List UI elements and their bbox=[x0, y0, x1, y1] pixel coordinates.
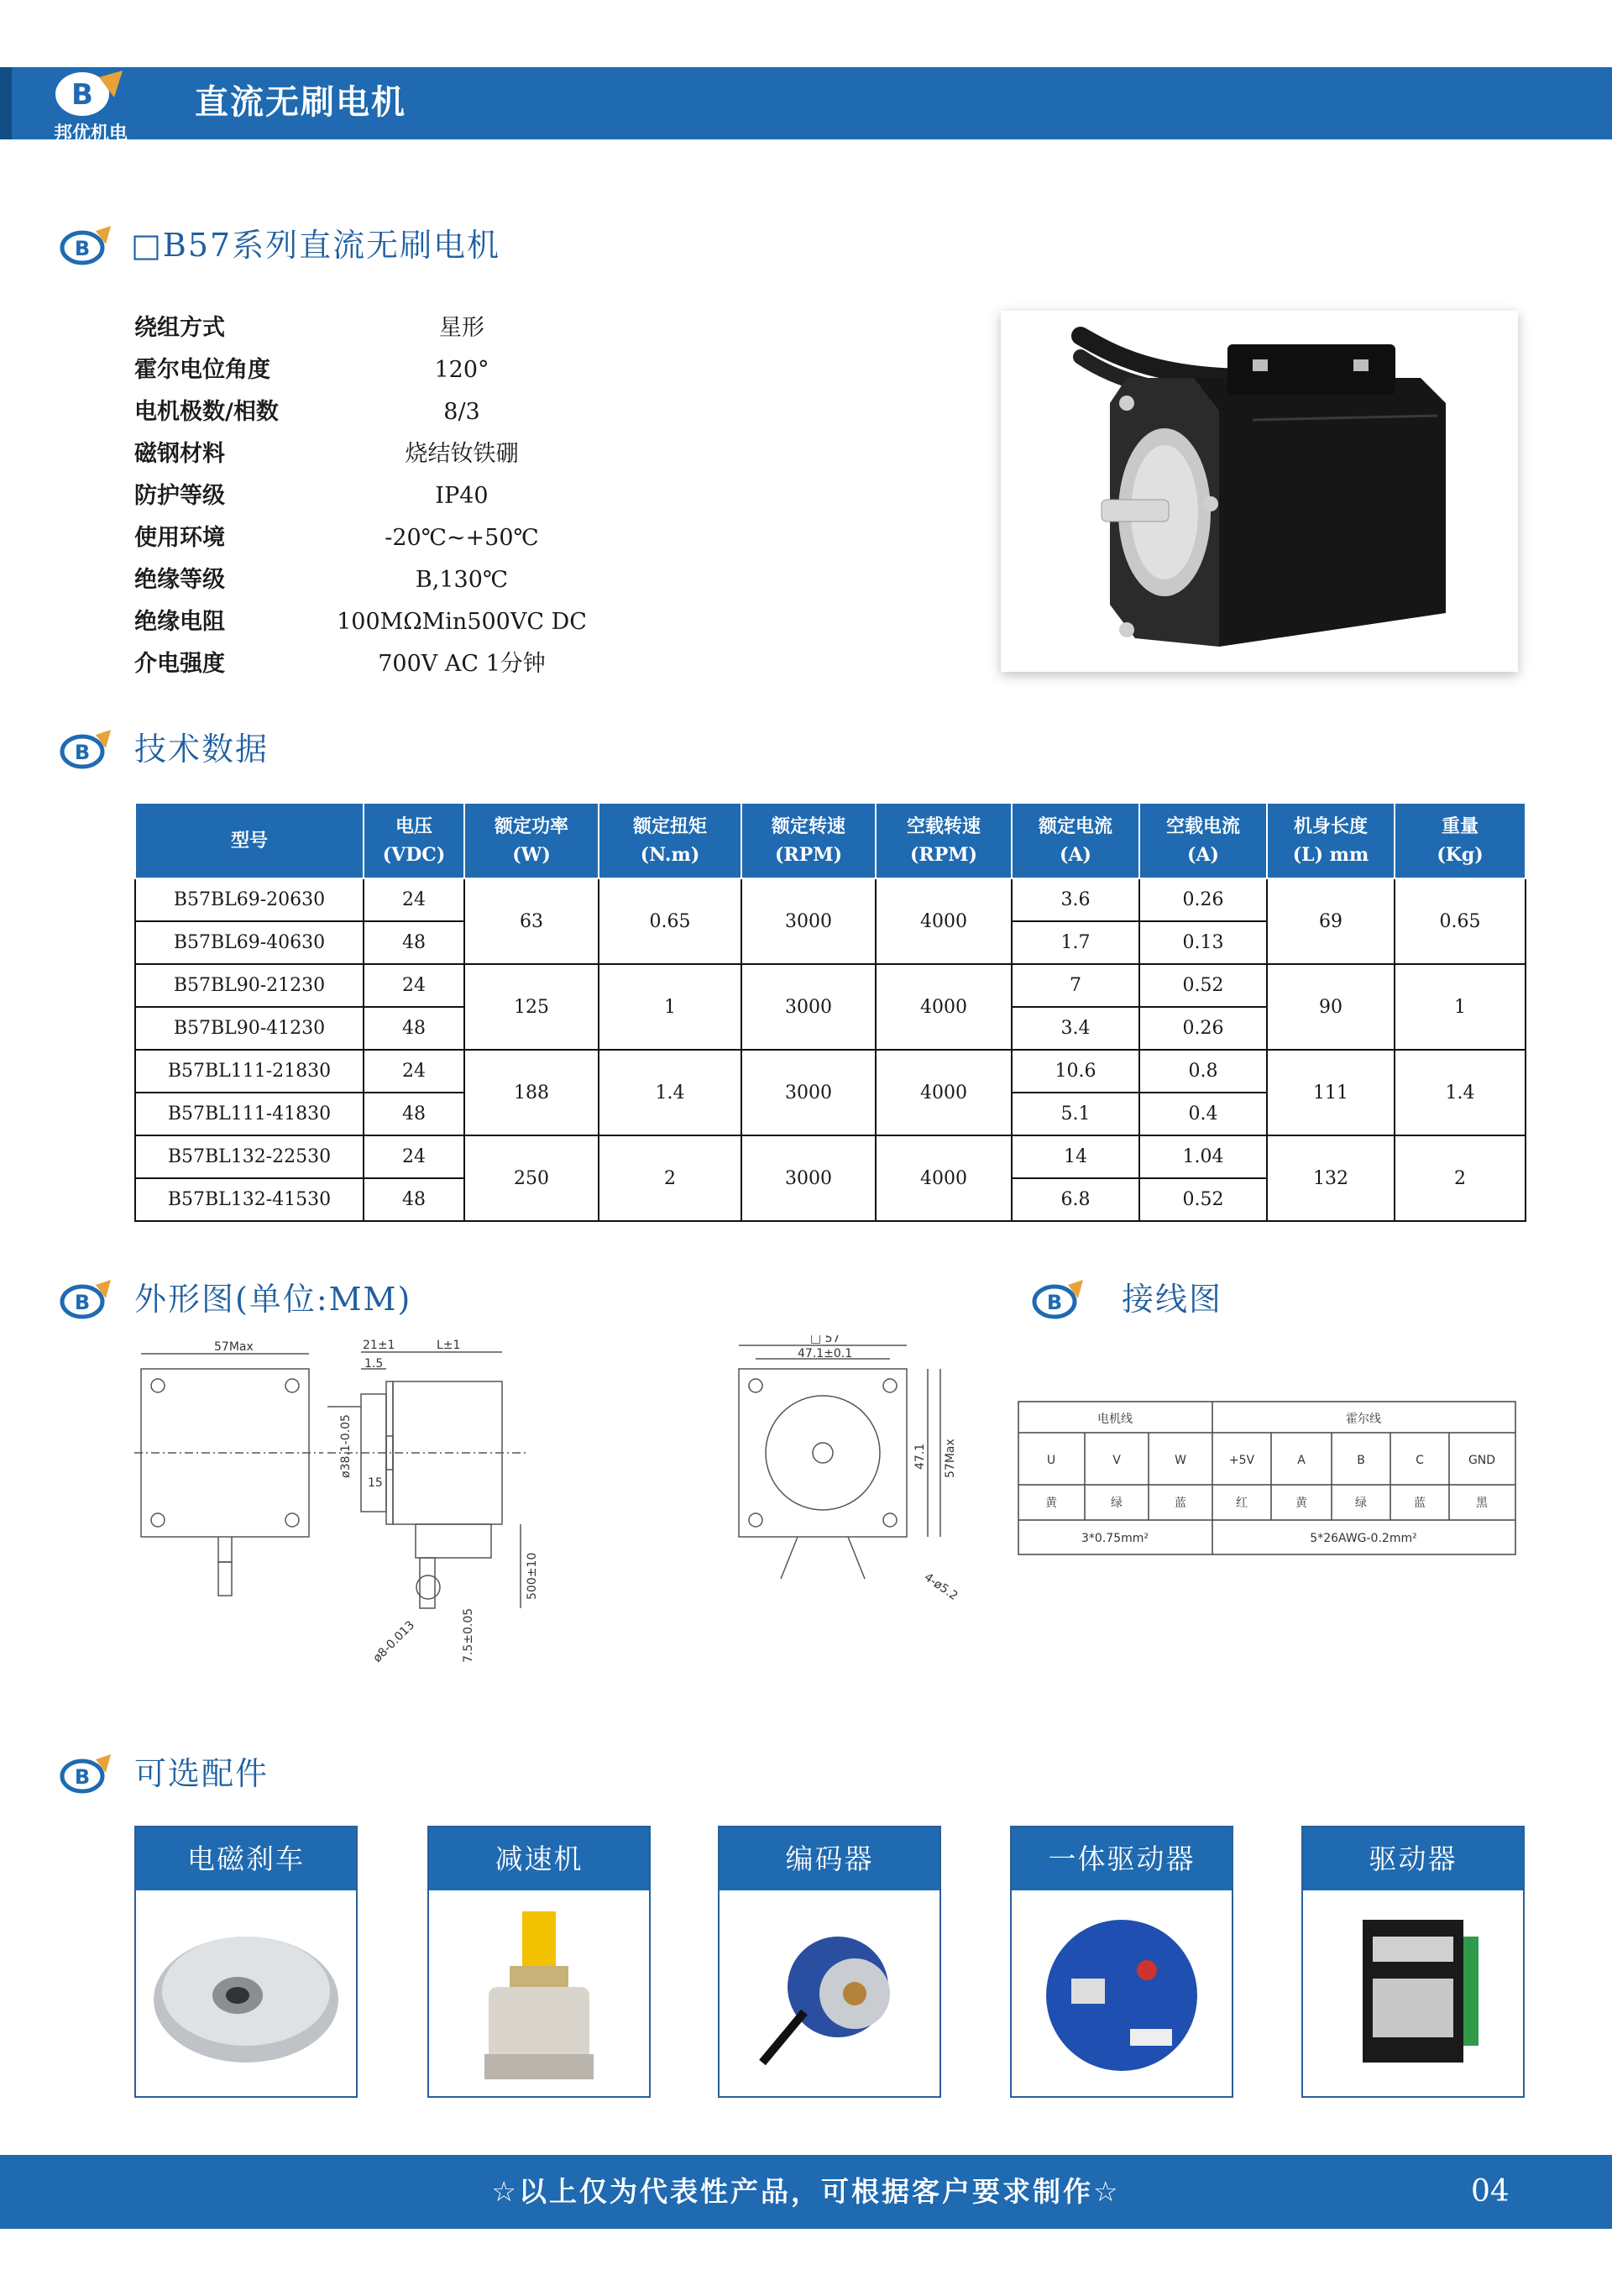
section-logo-icon bbox=[59, 726, 113, 772]
header-accent-stripe bbox=[0, 67, 12, 139]
dim-shaft-dia: ø8-0.013 bbox=[370, 1618, 418, 1665]
table-row bbox=[135, 964, 1526, 1007]
svg-text:B: B bbox=[74, 741, 91, 764]
spec-row bbox=[134, 517, 604, 559]
svg-text:B: B bbox=[71, 78, 93, 112]
spec-label: 使用环境 bbox=[134, 525, 225, 551]
cell-torque: 2 bbox=[599, 1135, 741, 1221]
section-logo-icon bbox=[1031, 1276, 1085, 1322]
accessory-label: 驱动器 bbox=[1303, 1827, 1523, 1890]
cell-rated-speed: 3000 bbox=[741, 1050, 876, 1135]
wiring-pin: C bbox=[1416, 1454, 1424, 1467]
section-title-accessories: 可选配件 bbox=[134, 1755, 270, 1792]
spec-row bbox=[134, 433, 604, 475]
cell-weight: 1 bbox=[1395, 964, 1526, 1050]
table-row bbox=[135, 878, 1526, 921]
cell-noload-current: 0.52 bbox=[1139, 1178, 1267, 1221]
spec-value: 烧结钕铁硼 bbox=[405, 441, 519, 467]
cell-torque: 0.65 bbox=[599, 878, 741, 964]
cell-noload-speed: 4000 bbox=[876, 1135, 1012, 1221]
cell-rated-current: 6.8 bbox=[1012, 1178, 1139, 1221]
integrated-driver-image bbox=[1021, 1903, 1222, 2086]
svg-text:B: B bbox=[74, 1765, 91, 1789]
wiring-color: 绿 bbox=[1355, 1497, 1367, 1510]
spec-value: 100MΩMin500VC DC bbox=[337, 609, 587, 635]
cell-rated-current: 3.6 bbox=[1012, 878, 1139, 921]
cell-rated-current: 14 bbox=[1012, 1135, 1139, 1178]
spec-value: 120° bbox=[434, 357, 489, 383]
dim-pilot: ø38.1-0.05 bbox=[339, 1414, 353, 1478]
spec-label: 绝缘电阻 bbox=[134, 609, 225, 635]
accessory-card-brake bbox=[134, 1826, 358, 2098]
cell-rated-speed: 3000 bbox=[741, 964, 876, 1050]
cell-model: B57BL90-21230 bbox=[135, 964, 364, 1007]
page-header-title: 直流无刷电机 bbox=[195, 83, 406, 122]
tech-data-table bbox=[134, 802, 1526, 1222]
cell-voltage: 48 bbox=[364, 921, 464, 964]
cell-rated-speed: 3000 bbox=[741, 1135, 876, 1221]
encoder-image bbox=[729, 1903, 930, 2086]
spec-label: 绕组方式 bbox=[134, 315, 225, 341]
cell-weight: 2 bbox=[1395, 1135, 1526, 1221]
spec-row bbox=[134, 559, 604, 601]
wiring-diagram bbox=[1018, 1401, 1516, 1555]
spec-value: IP40 bbox=[435, 483, 489, 509]
cell-length: 69 bbox=[1267, 878, 1395, 964]
wiring-pin: A bbox=[1297, 1454, 1306, 1467]
table-row bbox=[135, 1050, 1526, 1093]
cell-noload-current: 0.4 bbox=[1139, 1093, 1267, 1135]
dim-step: 1.5 bbox=[364, 1357, 384, 1371]
cell-noload-current: 0.13 bbox=[1139, 921, 1267, 964]
cell-model: B57BL69-20630 bbox=[135, 878, 364, 921]
spec-row bbox=[134, 601, 604, 643]
spec-label: 绝缘等级 bbox=[134, 567, 225, 593]
footer-note: ☆以上仅为代表性产品，可根据客户要求制作☆ bbox=[491, 2175, 1121, 2208]
wiring-pin: V bbox=[1112, 1454, 1121, 1467]
cell-length: 111 bbox=[1267, 1050, 1395, 1135]
cell-torque: 1 bbox=[599, 964, 741, 1050]
spec-value: 星形 bbox=[439, 315, 484, 341]
cell-model: B57BL111-21830 bbox=[135, 1050, 364, 1093]
spec-row bbox=[134, 349, 604, 391]
driver-image bbox=[1312, 1903, 1514, 2086]
column-header-torque: 额定扭矩 (N.m) bbox=[599, 803, 741, 878]
accessory-label: 编码器 bbox=[720, 1827, 939, 1890]
section-logo-icon bbox=[59, 1276, 113, 1322]
cell-noload-speed: 4000 bbox=[876, 878, 1012, 964]
accessory-card-driver bbox=[1301, 1826, 1525, 2098]
section-title-series: □B57系列直流无刷电机 bbox=[131, 227, 501, 264]
accessory-label: 一体驱动器 bbox=[1012, 1827, 1232, 1890]
cell-model: B57BL132-41530 bbox=[135, 1178, 364, 1221]
logo-text: 邦优机电 bbox=[53, 123, 128, 144]
wiring-color: 黄 bbox=[1045, 1497, 1057, 1510]
cell-voltage: 24 bbox=[364, 964, 464, 1007]
wiring-color: 红 bbox=[1236, 1497, 1248, 1510]
column-header-noload-current: 空载电流 (A) bbox=[1139, 803, 1267, 878]
spec-row bbox=[134, 643, 604, 685]
wiring-pin: U bbox=[1046, 1454, 1056, 1467]
column-header-weight: 重量 (Kg) bbox=[1395, 803, 1526, 878]
cell-rated-current: 7 bbox=[1012, 964, 1139, 1007]
spec-value: 8/3 bbox=[443, 399, 480, 425]
cell-power: 63 bbox=[464, 878, 599, 964]
cell-length: 132 bbox=[1267, 1135, 1395, 1221]
cell-noload-current: 0.26 bbox=[1139, 878, 1267, 921]
cell-weight: 1.4 bbox=[1395, 1050, 1526, 1135]
spec-row bbox=[134, 391, 604, 433]
wiring-pin: B bbox=[1357, 1454, 1365, 1467]
svg-text:B: B bbox=[74, 237, 91, 260]
wiring-color: 黑 bbox=[1476, 1497, 1488, 1510]
cell-model: B57BL132-22530 bbox=[135, 1135, 364, 1178]
cell-power: 250 bbox=[464, 1135, 599, 1221]
section-title-tech-data: 技术数据 bbox=[134, 731, 270, 768]
section-title-outline: 外形图(单位:MM) bbox=[134, 1281, 412, 1318]
wiring-group-hall: 霍尔线 bbox=[1346, 1413, 1381, 1426]
dim-body-length: L±1 bbox=[437, 1339, 461, 1352]
cell-noload-speed: 4000 bbox=[876, 1050, 1012, 1135]
cell-torque: 1.4 bbox=[599, 1050, 741, 1135]
cell-length: 90 bbox=[1267, 964, 1395, 1050]
cell-voltage: 24 bbox=[364, 878, 464, 921]
cell-model: B57BL90-41230 bbox=[135, 1007, 364, 1050]
column-header-rated-speed: 额定转速 (RPM) bbox=[741, 803, 876, 878]
spec-row bbox=[134, 307, 604, 349]
company-logo bbox=[40, 60, 149, 144]
section-logo-icon bbox=[59, 223, 113, 268]
spec-label: 磁钢材料 bbox=[134, 441, 225, 467]
cell-power: 188 bbox=[464, 1050, 599, 1135]
section-title-wiring: 接线图 bbox=[1122, 1281, 1223, 1318]
column-header-noload-speed: 空载转速 (RPM) bbox=[876, 803, 1012, 878]
dim-shaft-length: 21±1 bbox=[363, 1339, 395, 1352]
column-header-rated-current: 额定电流 (A) bbox=[1012, 803, 1139, 878]
accessory-card-integrated-driver bbox=[1010, 1826, 1233, 2098]
cell-weight: 0.65 bbox=[1395, 878, 1526, 964]
wiring-pin: +5V bbox=[1228, 1454, 1255, 1467]
dim-width: 57Max bbox=[214, 1340, 254, 1354]
cell-noload-current: 1.04 bbox=[1139, 1135, 1267, 1178]
cell-voltage: 48 bbox=[364, 1093, 464, 1135]
cell-rated-current: 3.4 bbox=[1012, 1007, 1139, 1050]
outline-drawing bbox=[134, 1335, 991, 1671]
spec-label: 防护等级 bbox=[134, 483, 225, 509]
spec-value: B,130℃ bbox=[415, 567, 509, 593]
cell-power: 125 bbox=[464, 964, 599, 1050]
accessory-label: 减速机 bbox=[429, 1827, 649, 1890]
dim-holes: 4-ø5.2 bbox=[921, 1570, 960, 1603]
wiring-spec-hall: 5*26AWG-0.2mm² bbox=[1310, 1532, 1417, 1545]
wiring-color: 绿 bbox=[1111, 1497, 1123, 1510]
motor-product-photo bbox=[1001, 311, 1518, 672]
spec-label: 霍尔电位角度 bbox=[134, 357, 270, 383]
dim-square: □ 57 bbox=[810, 1335, 840, 1345]
cell-noload-speed: 4000 bbox=[876, 964, 1012, 1050]
wiring-pin: GND bbox=[1468, 1454, 1496, 1467]
dim-key: 7.5±0.05 bbox=[462, 1607, 475, 1663]
wiring-color: 黄 bbox=[1295, 1497, 1307, 1510]
accessory-card-encoder bbox=[718, 1826, 941, 2098]
table-row bbox=[135, 1135, 1526, 1178]
cell-voltage: 24 bbox=[364, 1050, 464, 1093]
wiring-pin: W bbox=[1175, 1454, 1186, 1467]
spec-row bbox=[134, 475, 604, 517]
dim-side-inner: 47.1 bbox=[913, 1443, 927, 1470]
cell-model: B57BL111-41830 bbox=[135, 1093, 364, 1135]
column-header-power: 额定功率 (W) bbox=[464, 803, 599, 878]
spec-label: 介电强度 bbox=[134, 651, 225, 677]
cell-noload-current: 0.8 bbox=[1139, 1050, 1267, 1093]
cell-noload-current: 0.26 bbox=[1139, 1007, 1267, 1050]
wiring-color: 蓝 bbox=[1414, 1497, 1426, 1510]
cell-voltage: 48 bbox=[364, 1178, 464, 1221]
accessory-card-gearbox bbox=[427, 1826, 651, 2098]
svg-text:B: B bbox=[1046, 1291, 1063, 1314]
accessory-label: 电磁刹车 bbox=[136, 1827, 356, 1890]
dim-lead: 500±10 bbox=[526, 1552, 539, 1600]
cell-rated-current: 10.6 bbox=[1012, 1050, 1139, 1093]
spec-value: 700V AC 1分钟 bbox=[378, 651, 546, 677]
wiring-color: 蓝 bbox=[1175, 1497, 1186, 1510]
wiring-spec-motor: 3*0.75mm² bbox=[1081, 1532, 1149, 1545]
cell-model: B57BL69-40630 bbox=[135, 921, 364, 964]
wiring-group-motor: 电机线 bbox=[1097, 1413, 1133, 1426]
cell-rated-current: 1.7 bbox=[1012, 921, 1139, 964]
page-number: 04 bbox=[1471, 2174, 1510, 2209]
svg-text:B: B bbox=[74, 1291, 91, 1314]
dim-hole-pitch: 47.1±0.1 bbox=[798, 1347, 853, 1360]
dim-flat: 15 bbox=[368, 1476, 383, 1490]
cell-voltage: 48 bbox=[364, 1007, 464, 1050]
spec-value: -20℃~+50℃ bbox=[385, 525, 539, 551]
table-header-row bbox=[135, 803, 1526, 878]
gearbox-image bbox=[438, 1903, 640, 2086]
cell-rated-current: 5.1 bbox=[1012, 1093, 1139, 1135]
dim-side-outer: 57Max bbox=[944, 1439, 957, 1478]
cell-voltage: 24 bbox=[364, 1135, 464, 1178]
spec-label: 电机极数/相数 bbox=[134, 399, 279, 425]
cell-noload-current: 0.52 bbox=[1139, 964, 1267, 1007]
column-header-voltage: 电压 (VDC) bbox=[364, 803, 464, 878]
cell-rated-speed: 3000 bbox=[741, 878, 876, 964]
column-header-length: 机身长度 (L) mm bbox=[1267, 803, 1395, 878]
brake-image bbox=[145, 1903, 347, 2086]
column-header-model: 型号 bbox=[135, 803, 364, 878]
section-logo-icon bbox=[59, 1751, 113, 1796]
